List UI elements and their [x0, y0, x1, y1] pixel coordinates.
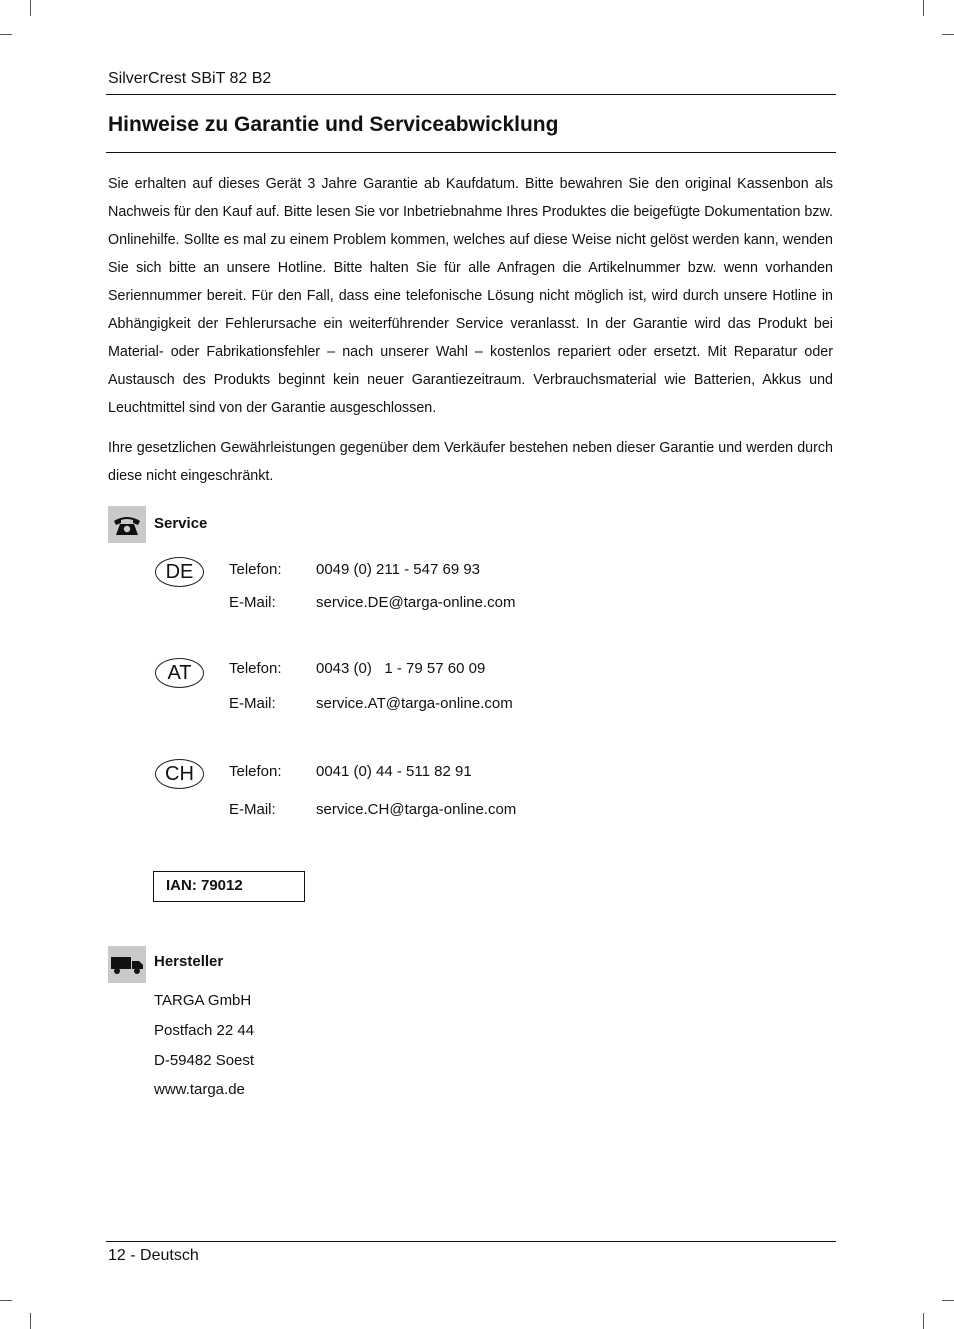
- crop-mark: [0, 34, 12, 35]
- document-header: SilverCrest SBiT 82 B2: [108, 70, 272, 87]
- truck-icon: [108, 946, 146, 983]
- ian-box: IAN: 79012: [153, 871, 305, 902]
- email-at[interactable]: service.AT@targa-online.com: [316, 695, 513, 712]
- country-badge-at: AT: [155, 658, 204, 688]
- manufacturer-label: Hersteller: [154, 953, 224, 970]
- statutory-rights-paragraph: Ihre gesetzlichen Gewährleistungen gegenüber dem Verkäufer bestehen neben dieser Garantie und werden durch diese nicht eingeschränkt.: [108, 440, 833, 484]
- email-ch[interactable]: service.CH@targa-online.com: [316, 801, 517, 818]
- service-label: Service: [154, 515, 208, 532]
- crop-mark: [923, 1313, 924, 1329]
- email-label: E-Mail:: [229, 801, 276, 818]
- header-rule: [106, 94, 836, 95]
- email-label: E-Mail:: [229, 695, 276, 712]
- phone-label: Telefon:: [229, 660, 282, 677]
- title-rule: [106, 152, 836, 153]
- crop-mark: [0, 1300, 12, 1301]
- crop-mark: [30, 1313, 31, 1329]
- section-title: Hinweise zu Garantie und Serviceabwicklung: [108, 113, 559, 136]
- phone-number-de: 0049 (0) 211 - 547 69 93: [316, 561, 481, 578]
- phone-number-ch: 0041 (0) 44 - 511 82 91: [316, 763, 472, 780]
- country-badge-de: DE: [155, 557, 204, 587]
- phone-label: Telefon:: [229, 561, 282, 578]
- crop-mark: [942, 1300, 954, 1301]
- page-number: 12 - Deutsch: [108, 1247, 199, 1264]
- manufacturer-city: D-59482 Soest: [154, 1052, 255, 1069]
- phone-number-at: 0043 (0) 1 - 79 57 60 09: [316, 660, 486, 677]
- telephone-icon: [108, 506, 146, 543]
- manufacturer-name: TARGA GmbH: [154, 992, 252, 1009]
- crop-mark: [923, 0, 924, 16]
- email-de[interactable]: service.DE@targa-online.com: [316, 594, 516, 611]
- footer-rule: [106, 1241, 836, 1242]
- warranty-paragraph: Sie erhalten auf dieses Gerät 3 Jahre Garantie ab Kaufdatum. Bitte bewahren Sie den original Kassenbon als Nachweis für den Kauf auf. Bitte lesen Sie vor Inbetriebnahme Ihres Produktes die beigefügte Dokumentation bzw. Onlinehilfe. Sollte es mal zu einem Problem kommen, welches auf diese Weise nicht gelöst werden kann, wenden Sie sich bitte an unsere Hotline. Bitte halten Sie für alle Anfragen die Artikelnummer bzw. wenn vorhanden Seriennummer bereit. Für den Fall, dass eine telefonische Lösung nicht möglich ist, wird durch unsere Hotline in Abhängigkeit der Fehlerursache ein weiterführender Service veranlasst. In der Garantie wird das Produkt bei Material- oder Fabrikationsfehler – nach unserer Wahl – kostenlos repariert oder ersetzt. Mit Reparatur oder Austausch des Produkts beginnt kein neuer Garantiezeitraum. Verbrauchsmaterial wie Batterien, Akkus und Leuchtmittel sind von der Garantie ausgeschlossen.: [108, 176, 833, 416]
- manufacturer-website[interactable]: www.targa.de: [154, 1081, 245, 1098]
- crop-mark: [942, 34, 954, 35]
- phone-label: Telefon:: [229, 763, 282, 780]
- crop-mark: [30, 0, 31, 16]
- manufacturer-postbox: Postfach 22 44: [154, 1022, 255, 1039]
- country-badge-ch: CH: [155, 759, 204, 789]
- email-label: E-Mail:: [229, 594, 276, 611]
